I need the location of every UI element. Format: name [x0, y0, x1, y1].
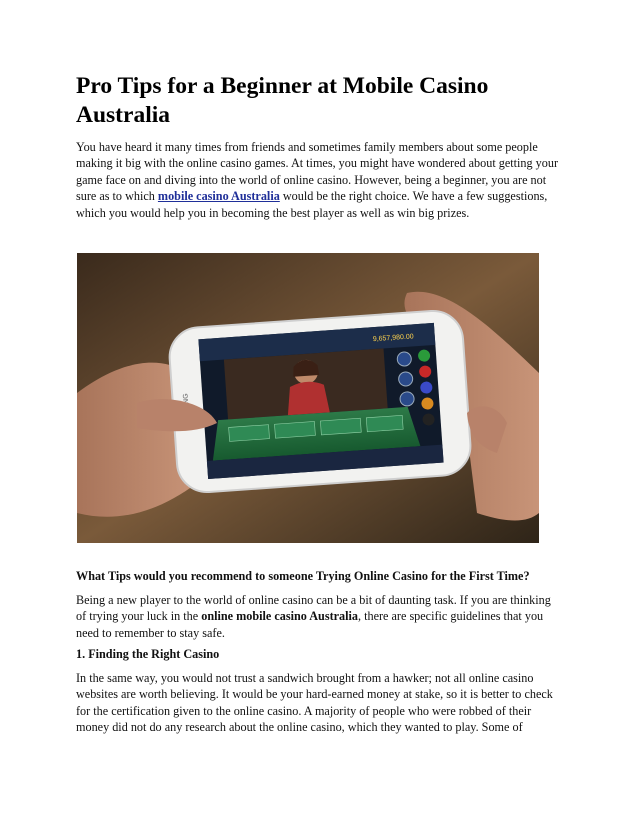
phone-casino-photo: [77, 253, 539, 543]
paragraph-new-player: [76, 592, 564, 641]
section-question: What Tips would you recommend to someone Trying Online Casino for the First Time?: [76, 569, 530, 583]
section-heading-finding-casino: 1. Finding the Right Casino: [76, 647, 220, 661]
p2-text-end: , there are specific guidelines that you need to remember to stay safe.: [76, 609, 544, 640]
intro-text-start: You have heard it many times from friends and sometimes family members about some people making it big with the online casino games. At times, you might have wondered about getting your game face on and diving into the world of online casino. However, being a beginner, you are not sure as to which: [76, 140, 559, 204]
page-title: Pro Tips for a Beginner at Mobile Casino Australia: [76, 73, 489, 128]
intro-paragraph: [76, 139, 564, 221]
mobile-casino-link[interactable]: mobile casino Australia: [157, 189, 280, 204]
article: [76, 72, 564, 221]
p2-bold-keyword: online mobile casino Australia: [201, 609, 359, 624]
paragraph-finding-casino: In the same way, you would not trust a sandwich brought from a hawker; not all online casino websites are worth believing. It would be your hard-earned money at stake, so it is better to check for the certification given to the online casino. A majority of people who were robbed of their money did not do any research about the online casino, which they wanted to play. Some of: [76, 671, 553, 735]
p2-text-start: Being a new player to the world of online casino can be a bit of daunting task. If you are thinking of trying your luck in the: [76, 593, 551, 624]
intro-text-end: would be the right choice. We have a few suggestions, which you would help you in becoming the best player as well as win big prizes.: [76, 189, 548, 220]
screen-bet-amount: 9,657,980.00: [372, 333, 414, 344]
